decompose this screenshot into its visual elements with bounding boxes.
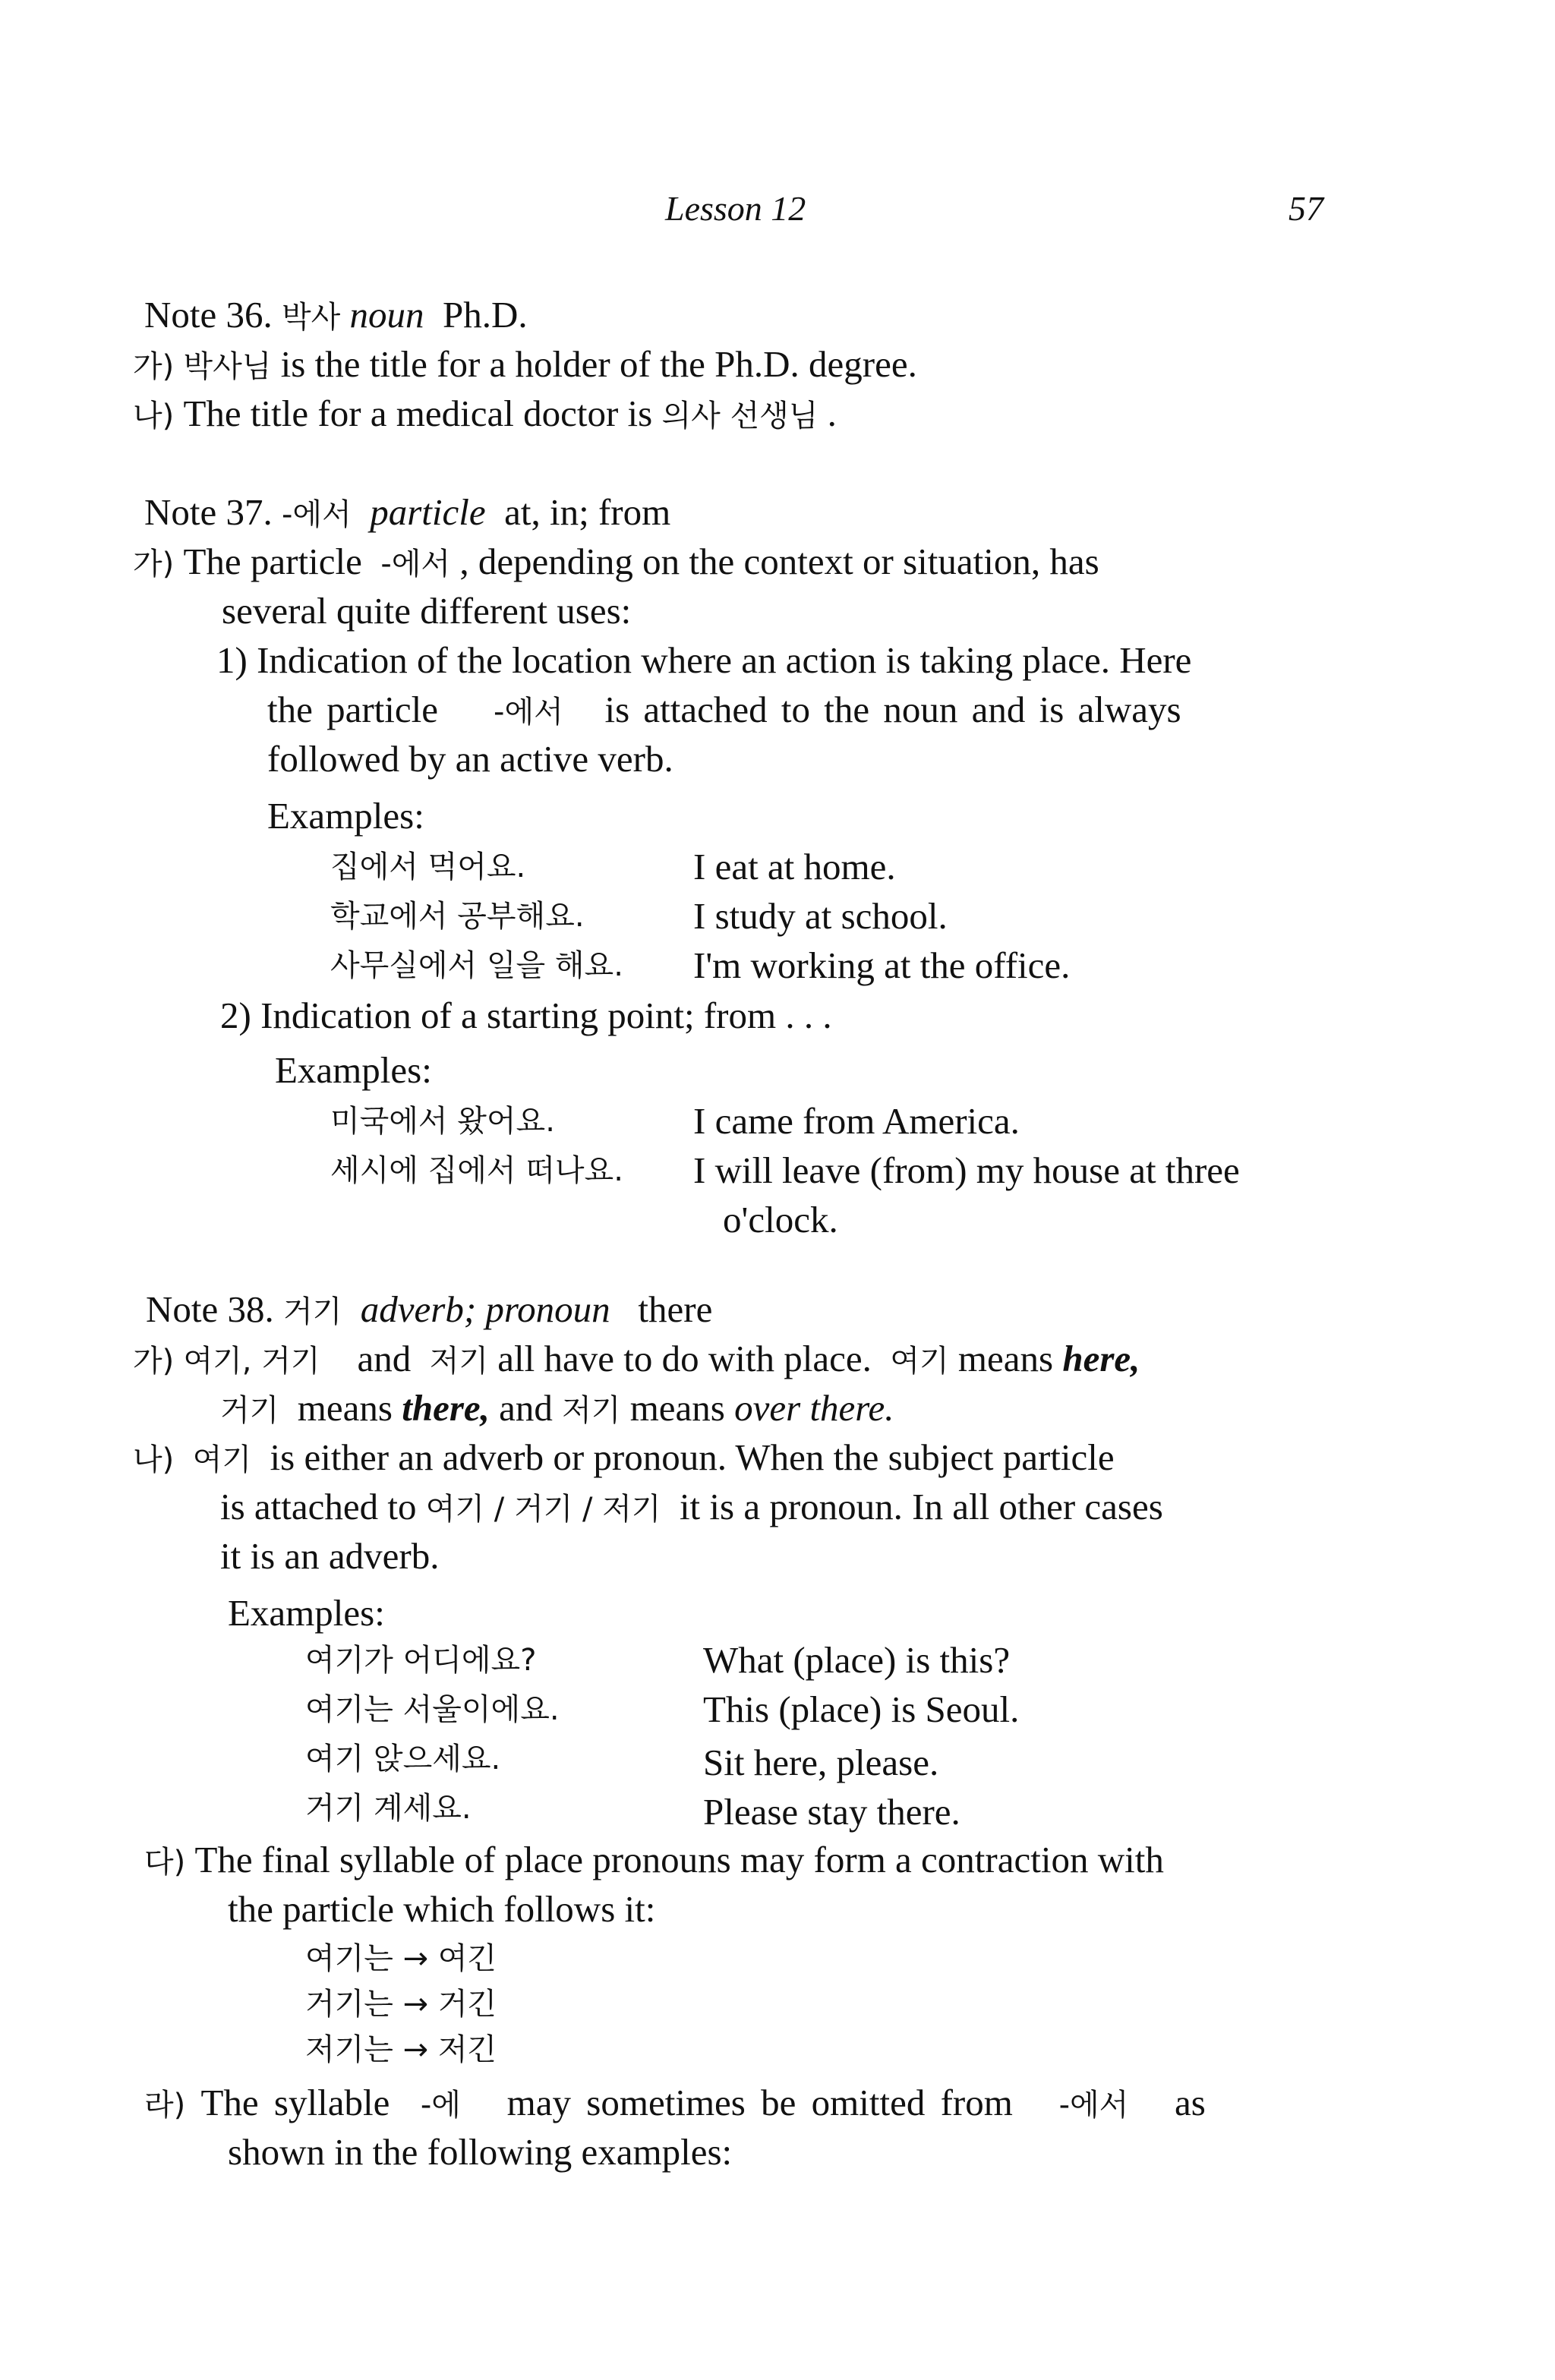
note-38-item-c: [144, 1837, 1164, 1885]
example-korean: 사무실에서 일을 해요.: [330, 948, 623, 983]
item-text: means: [297, 1387, 393, 1429]
example-english: I came from America.: [693, 1100, 1020, 1142]
example-korean: 여기 앉으세요.: [305, 1742, 501, 1776]
item-marker: 나): [133, 399, 175, 433]
korean-term: 여기 / 거기 / 저기: [425, 1492, 661, 1527]
item-marker: 가): [133, 349, 175, 384]
item-end: .: [827, 392, 837, 434]
example-english-cont: o'clock.: [723, 1199, 838, 1240]
item-text: as: [1175, 2082, 1206, 2123]
example-korean: 미국에서 왔어요.: [330, 1104, 555, 1139]
korean-term: 거기: [220, 1393, 279, 1428]
note-36-item-b: [133, 391, 837, 439]
use-text: is attached to the noun and is always: [604, 689, 1181, 730]
note-gloss: there: [638, 1288, 713, 1330]
note-label: Note 37.: [144, 491, 273, 533]
example-english: This (place) is Seoul.: [703, 1688, 1020, 1730]
item-marker: 다): [144, 1845, 186, 1880]
contraction-from: 거기는: [305, 1987, 393, 2022]
arrow-icon: →: [402, 1987, 429, 2022]
contraction-row: [305, 1936, 497, 1981]
note-term: -에서: [282, 497, 352, 532]
korean-term: 여기, 거기: [183, 1344, 320, 1379]
note-38-item-a-line2: [220, 1385, 894, 1433]
contraction-row: [305, 2027, 497, 2073]
item-text: may sometimes be omitted from: [506, 2082, 1013, 2123]
note-37-use-1: [216, 638, 1191, 683]
item-text: and: [357, 1338, 412, 1379]
korean-term: -에: [420, 2088, 461, 2123]
examples-label: Examples:: [228, 1592, 385, 1634]
item-marker: 나): [133, 1442, 175, 1477]
item-text: is attached to: [220, 1486, 417, 1527]
item-marker: 가): [133, 547, 175, 582]
korean-term: 박사님: [183, 349, 272, 384]
korean-term: -에서: [380, 547, 451, 582]
korean-term: 여기: [890, 1344, 949, 1379]
item-marker: 라): [144, 2088, 186, 2123]
use-text: the particle: [267, 689, 439, 730]
example-korean: 거기 계세요.: [305, 1791, 472, 1826]
note-36-heading: [144, 292, 528, 340]
note-38-item-b-line2: [220, 1484, 1163, 1532]
note-38-item-b-line3: it is an adverb.: [220, 1535, 440, 1577]
use-text: Indication of a starting point; from . . .: [260, 995, 832, 1036]
item-text: means: [957, 1338, 1054, 1379]
note-label: Note 38.: [146, 1288, 274, 1330]
contraction-from: 여기는: [305, 1941, 393, 1976]
item-text: it is a pronoun. In all other cases: [679, 1486, 1163, 1527]
example-english: I'm working at the office.: [693, 944, 1071, 986]
example-english: Please stay there.: [703, 1791, 960, 1833]
korean-term: 여기: [192, 1442, 252, 1477]
use-number: 1): [216, 639, 248, 681]
note-37-item-a-line2: several quite different uses:: [222, 590, 632, 632]
item-marker: 가): [133, 1344, 175, 1379]
korean-term: 의사 선생님: [661, 399, 819, 433]
note-37-item-a: [133, 539, 1099, 587]
arrow-icon: →: [402, 1941, 429, 1976]
example-korean: 여기가 어디에요?: [305, 1643, 537, 1678]
note-36-item-a: [133, 342, 917, 389]
item-text: The final syllable of place pronouns may form a contraction with: [194, 1839, 1164, 1880]
example-korean: 여기는 서울이에요.: [305, 1692, 560, 1727]
korean-term: -에서: [494, 695, 563, 730]
use-text: Indication of the location where an action is taking place. Here: [257, 639, 1192, 681]
item-text: , depending on the context or situation, has: [459, 541, 1099, 582]
note-gloss: Ph.D.: [443, 294, 528, 336]
note-term: 거기: [283, 1294, 342, 1329]
contraction-row: [305, 1981, 497, 2027]
note-37-use-2: [220, 993, 832, 1039]
contraction-from: 저기는: [305, 2032, 393, 2067]
korean-term: 저기: [429, 1344, 489, 1379]
note-38-heading: [146, 1287, 712, 1335]
item-text: all have to do with place.: [497, 1338, 872, 1379]
examples-label: Examples:: [275, 1049, 432, 1091]
example-korean: 세시에 집에서 떠나요.: [330, 1153, 623, 1188]
example-english: I eat at home.: [693, 846, 896, 887]
arrow-icon: →: [402, 2032, 429, 2067]
emphasis-over-there: over there.: [734, 1387, 894, 1429]
example-english: I study at school.: [693, 895, 948, 937]
item-text: The syllable: [200, 2082, 390, 2123]
item-text: is either an adverb or pronoun. When the subject particle: [270, 1436, 1115, 1478]
note-label: Note 36.: [144, 294, 273, 336]
item-text: The particle: [183, 541, 362, 582]
note-gloss: at, in; from: [504, 491, 671, 533]
item-text: means: [629, 1387, 725, 1429]
korean-term: 저기: [562, 1393, 621, 1428]
use-number: 2): [220, 995, 251, 1036]
running-header-lesson: Lesson 12: [665, 189, 806, 228]
page-number: 57: [1288, 189, 1323, 228]
note-38-item-b: [133, 1435, 1115, 1483]
note-38-item-c-line2: the particle which follows it:: [228, 1888, 656, 1930]
example-korean: 집에서 먹어요.: [330, 850, 526, 884]
item-text: is the title for a holder of the Ph.D. degree.: [280, 343, 917, 385]
emphasis-there: there,: [402, 1387, 490, 1429]
note-37-use-1-line2: [267, 687, 1181, 735]
contraction-to: 저긴: [437, 2032, 497, 2067]
item-text: and: [499, 1387, 553, 1429]
note-term: 박사: [282, 300, 341, 335]
examples-label: Examples:: [267, 795, 424, 837]
korean-term: -에서: [1058, 2088, 1129, 2123]
contraction-to: 여긴: [437, 1941, 497, 1976]
part-of-speech: particle: [370, 491, 486, 533]
note-37-use-1-line3: followed by an active verb.: [267, 738, 673, 780]
note-38-item-d: [144, 2080, 1206, 2128]
example-english: Sit here, please.: [703, 1742, 939, 1783]
item-text: The title for a medical doctor is: [183, 392, 653, 434]
emphasis-here: here,: [1062, 1338, 1140, 1379]
note-37-heading: [144, 490, 670, 537]
part-of-speech: adverb; pronoun: [360, 1288, 610, 1330]
note-38-item-a: [133, 1336, 1140, 1384]
example-korean: 학교에서 공부해요.: [330, 899, 585, 934]
note-38-item-d-line2: shown in the following examples:: [228, 2131, 733, 2173]
example-english: I will leave (from) my house at three: [693, 1149, 1240, 1191]
part-of-speech: noun: [349, 294, 424, 336]
example-english: What (place) is this?: [703, 1639, 1011, 1681]
contraction-to: 거긴: [437, 1987, 497, 2022]
